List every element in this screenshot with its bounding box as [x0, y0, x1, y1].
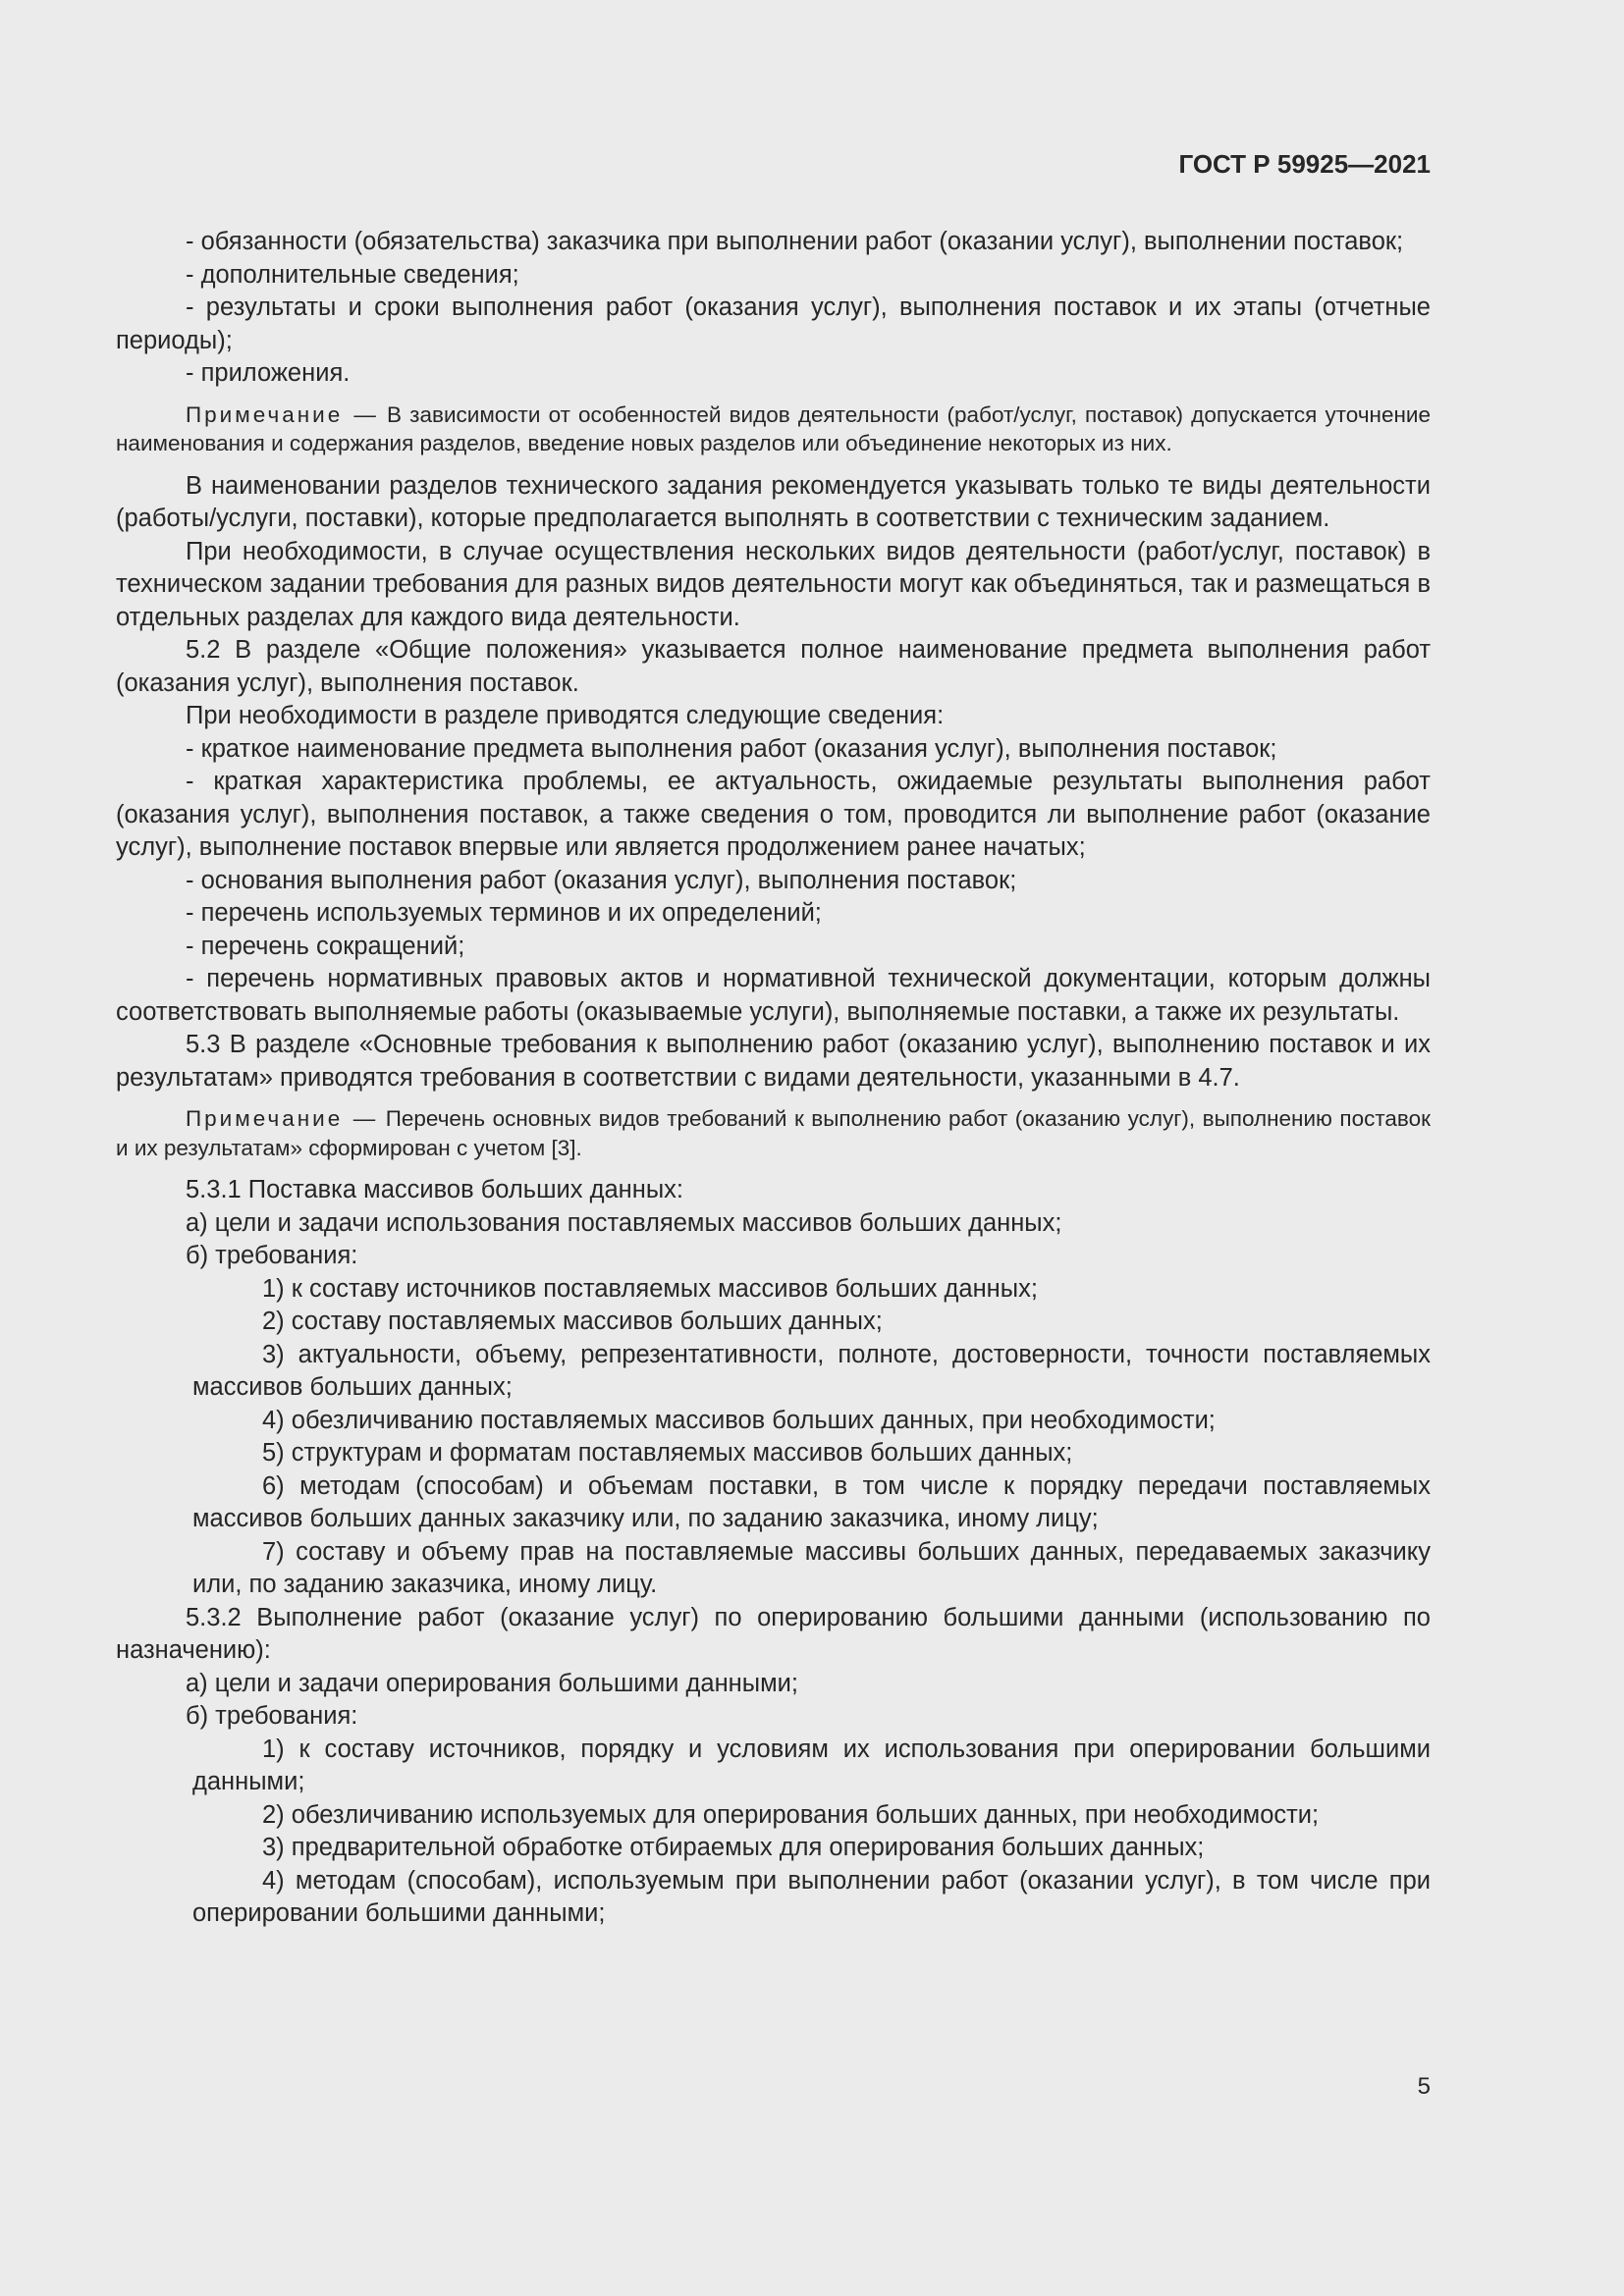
list-item: а) цели и задачи использования поставляемых массивов больших данных; — [186, 1208, 1062, 1237]
list-item: 2) обезличиванию используемых для оперирования больших данных, при необходимости; — [262, 1800, 1320, 1829]
list-item: б) требования: — [186, 1242, 358, 1269]
section-5-3-1-title: 5.3.1 Поставка массивов больших данных: — [186, 1176, 684, 1203]
document-body — [116, 226, 1431, 1931]
page-number: 5 — [1417, 2073, 1431, 2100]
note-label: Примечание — — [186, 1106, 379, 1131]
list-item: - краткая характеристика проблемы, ее актуальность, ожидаемые результаты выполнения работ (оказания услуг), выполнения поставок, а также сведения о том, проводится ли выполнение работ (оказание услуг), выполнение поставок впервые или является продолжением ранее начатых; — [116, 768, 1431, 861]
list-item: - перечень сокращений; — [186, 932, 465, 960]
list-item: б) требования: — [186, 1702, 358, 1730]
note-1 — [116, 400, 1431, 458]
note-text: Перечень основных видов требований к выполнению работ (оказанию услуг), выполнению поставок и их результатам» сформирован с учетом [3]. — [116, 1106, 1431, 1160]
list-item: 6) методам (способам) и объемам поставки, в том числе к порядку передачи поставляемых массивов больших данных заказчику или, по заданию заказчика, иному лицу; — [192, 1471, 1431, 1532]
list-item: 4) обезличиванию поставляемых массивов больших данных, при необходимости; — [262, 1406, 1216, 1434]
list-item: 1) к составу источников, порядку и условиям их использования при оперировании большими данными; — [192, 1735, 1431, 1795]
paragraph: При необходимости в разделе приводятся следующие сведения: — [186, 702, 945, 729]
section-5-2: 5.2 В разделе «Общие положения» указывается полное наименование предмета выполнения работ (оказания услуг), выполнения поставок. — [116, 636, 1431, 697]
list-item: 5) структурам и форматам поставляемых массивов больших данных; — [262, 1439, 1073, 1467]
section-5-3-2-title: 5.3.2 Выполнение работ (оказание услуг) по оперированию большими данными (использованию по назначению): — [116, 1603, 1431, 1664]
section-5-3: 5.3 В разделе «Основные требования к выполнению работ (оказанию услуг), выполнению поставок и их результатам» приводятся требования в соответствии с видами деятельности, указанными в 4.7. — [116, 1031, 1431, 1092]
list-item: 1) к составу источников поставляемых массивов больших данных; — [262, 1274, 1038, 1303]
list-item: - обязанности (обязательства) заказчика при выполнении работ (оказании услуг), выполнении поставок; — [186, 228, 1404, 255]
list-item: 3) предварительной обработке отбираемых для оперирования больших данных; — [262, 1834, 1205, 1861]
list-item: - краткое наименование предмета выполнения работ (оказания услуг), выполнения поставок; — [186, 734, 1277, 763]
list-item: - приложения. — [186, 359, 351, 387]
list-item: а) цели и задачи оперирования большими данными; — [186, 1669, 798, 1697]
list-item: 2) составу поставляемых массивов больших данных; — [262, 1308, 883, 1335]
note-text: В зависимости от особенностей видов деятельности (работ/услуг, поставок) допускается уточнение наименования и содержания разделов, введение новых разделов или объединение некоторых из них. — [116, 401, 1431, 455]
note-label: Примечание — — [186, 401, 379, 427]
list-item: - дополнительные сведения; — [186, 260, 519, 289]
note-2 — [116, 1104, 1431, 1162]
list-item: - результаты и сроки выполнения работ (оказания услуг), выполнения поставок и их этапы (отчетные периоды); — [116, 294, 1431, 354]
list-item: - основания выполнения работ (оказания услуг), выполнения поставок; — [186, 866, 1017, 894]
paragraph: При необходимости, в случае осуществления нескольких видов деятельности (работ/услуг, поставок) в техническом задании требования для разных видов деятельности могут как объединяться, так и размещаться в отдельных разделах для каждого вида деятельности. — [116, 537, 1431, 631]
list-item: 3) актуальности, объему, репрезентативности, полноте, достоверности, точности поставляемых массивов больших данных; — [192, 1340, 1431, 1401]
list-item: - перечень используемых терминов и их определений; — [186, 899, 822, 927]
document-code: ГОСТ Р 59925—2021 — [1178, 149, 1431, 179]
list-item: - перечень нормативных правовых актов и нормативной технической документации, которым должны соответствовать выполняемые работы (оказываемые услуги), выполняемые поставки, а также их результаты. — [116, 965, 1431, 1026]
list-item: 4) методам (способам), используемым при выполнении работ (оказании услуг), в том числе при оперировании большими данными; — [192, 1866, 1431, 1927]
paragraph: В наименовании разделов технического задания рекомендуется указывать только те виды деятельности (работы/услуги, поставки), которые предполагается выполнять в соответствии с техническим заданием. — [116, 471, 1431, 532]
list-item: 7) составу и объему прав на поставляемые массивы больших данных, передаваемых заказчику или, по заданию заказчика, иному лицу. — [192, 1537, 1431, 1598]
